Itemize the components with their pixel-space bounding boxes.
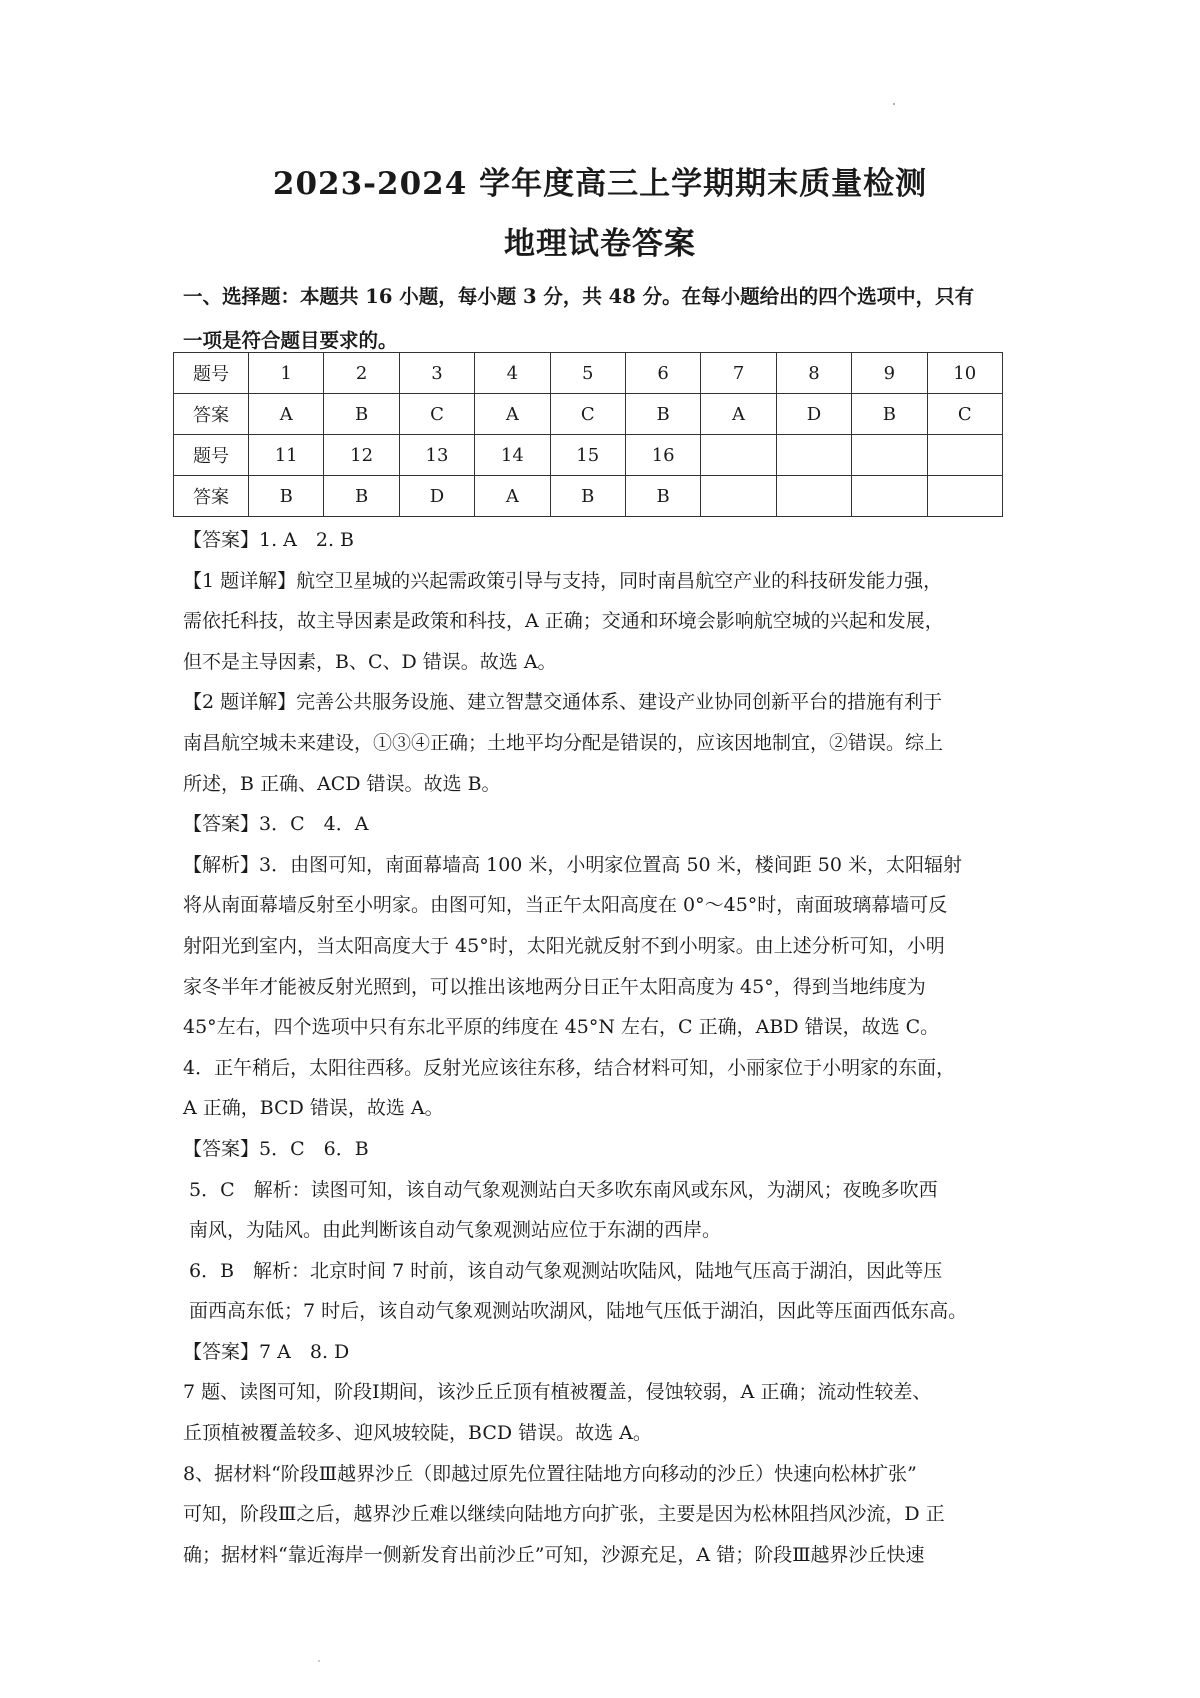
table-cell: 3 xyxy=(399,353,474,394)
table-cell: C xyxy=(927,394,1002,435)
scan-speck xyxy=(318,1660,320,1662)
table-cell xyxy=(701,435,776,476)
scan-speck xyxy=(893,103,895,105)
table-cell: 16 xyxy=(625,435,700,476)
text-line: 8、据材料“阶段Ⅲ越界沙丘（即越过原先位置往陆地方向移动的沙丘）快速向松林扩张” xyxy=(183,1462,917,1485)
table-cell: B xyxy=(625,476,700,517)
text-line: 【解析】3．由图可知，南面幕墙高 100 米，小明家位置高 50 米，楼间距 50 米，太阳辐射 xyxy=(183,853,962,876)
table-cell: 6 xyxy=(625,353,700,394)
text-line: 家冬半年才能被反射光照到，可以推出该地两分日正午太阳高度为 45°，得到当地纬度为 xyxy=(183,975,926,998)
text-line: 可知，阶段Ⅲ之后，越界沙丘难以继续向陆地方向扩张，主要是因为松林阻挡风沙流，D 正 xyxy=(183,1503,945,1526)
table-cell xyxy=(852,476,927,517)
table-cell: C xyxy=(550,394,625,435)
text-line: 面西高东低；7 时后，该自动气象观测站吹湖风，陆地气压低于湖泊，因此等压面西低东高。 xyxy=(189,1300,968,1323)
text-line: 【答案】5．C 6．B xyxy=(183,1137,369,1160)
text-line: 丘顶植被覆盖较多、迎风坡较陡，BCD 错误。故选 A。 xyxy=(183,1422,652,1445)
table-cell: D xyxy=(776,394,851,435)
table-cell xyxy=(776,476,851,517)
document-title: 2023-2024 学年度高三上学期期末质量检测 xyxy=(272,166,928,202)
table-row-header: 答案 xyxy=(174,394,249,435)
text-line: 但不是主导因素，B、C、D 错误。故选 A。 xyxy=(183,650,557,673)
table-cell: 9 xyxy=(852,353,927,394)
table-cell: B xyxy=(550,476,625,517)
text-line: 将从南面幕墙反射至小明家。由图可知，当正午太阳高度在 0°～45°时，南面玻璃幕墙可反 xyxy=(183,894,948,917)
table-row xyxy=(174,435,1003,476)
table-cell: 15 xyxy=(550,435,625,476)
text-line: 需依托科技，故主导因素是政策和科技，A 正确；交通和环境会影响航空城的兴起和发展， xyxy=(183,610,944,633)
text-line: 【1 题详解】航空卫星城的兴起需政策引导与支持，同时南昌航空产业的科技研发能力强， xyxy=(183,569,943,592)
text-line: 【答案】3．C 4．A xyxy=(183,813,369,836)
table-cell: A xyxy=(475,476,550,517)
table-cell: 10 xyxy=(927,353,1002,394)
table-cell xyxy=(776,435,851,476)
table-cell: 5 xyxy=(550,353,625,394)
text-line: 确；据材料“靠近海岸一侧新发育出前沙丘”可知，沙源充足，A 错；阶段Ⅲ越界沙丘快速 xyxy=(183,1543,925,1566)
table-cell: C xyxy=(399,394,474,435)
text-line: 45°左右，四个选项中只有东北平原的纬度在 45°N 左右，C 正确，ABD 错误，故选 C。 xyxy=(183,1016,940,1039)
table-cell: 14 xyxy=(475,435,550,476)
table-cell: B xyxy=(324,394,399,435)
section-heading-line: 一、选择题：本题共 16 小题，每小题 3 分，共 48 分。在每小题给出的四个选项中，只有 xyxy=(183,285,975,308)
table-cell: 8 xyxy=(776,353,851,394)
table-cell: A xyxy=(249,394,324,435)
text-line: 【答案】7 A 8. D xyxy=(183,1340,350,1363)
table-cell xyxy=(927,476,1002,517)
text-line: 所述，B 正确、ACD 错误。故选 B。 xyxy=(183,772,501,795)
table-row xyxy=(174,476,1003,517)
text-line: 7 题、读图可知，阶段Ⅰ期间，该沙丘丘顶有植被覆盖，侵蚀较弱，A 正确；流动性较差、 xyxy=(183,1381,932,1404)
text-line: 南昌航空城未来建设，①③④正确；土地平均分配是错误的，应该因地制宜，②错误。综上 xyxy=(183,731,944,754)
section-heading-line: 一项是符合题目要求的。 xyxy=(183,329,398,352)
table-cell xyxy=(927,435,1002,476)
answer-explanations xyxy=(183,520,1031,1575)
table-cell: B xyxy=(249,476,324,517)
table-cell: D xyxy=(399,476,474,517)
table-row-header: 答案 xyxy=(174,476,249,517)
table-cell: 2 xyxy=(324,353,399,394)
table-cell xyxy=(852,435,927,476)
text-line: 5．C 解析：读图可知，该自动气象观测站白天多吹东南风或东风，为湖风；夜晚多吹西 xyxy=(189,1178,938,1201)
document-subtitle: 地理试卷答案 xyxy=(504,226,696,262)
text-line: 【2 题详解】完善公共服务设施、建立智慧交通体系、建设产业协同创新平台的措施有利于 xyxy=(183,691,943,714)
table-row xyxy=(174,394,1003,435)
table-cell: B xyxy=(324,476,399,517)
table-cell: 11 xyxy=(249,435,324,476)
text-line: 南风，为陆风。由此判断该自动气象观测站应位于东湖的西岸。 xyxy=(189,1219,722,1242)
text-line: 4．正午稍后，太阳往西移。反射光应该往东移，结合材料可知，小丽家位于小明家的东面， xyxy=(183,1056,956,1079)
table-row xyxy=(174,353,1003,394)
table-cell: 7 xyxy=(701,353,776,394)
text-line: 射阳光到室内，当太阳高度大于 45°时，太阳光就反射不到小明家。由上述分析可知，小明 xyxy=(183,934,945,957)
table-cell: 12 xyxy=(324,435,399,476)
table-cell: A xyxy=(475,394,550,435)
table-row-header: 题号 xyxy=(174,435,249,476)
table-cell: B xyxy=(625,394,700,435)
table-cell xyxy=(701,476,776,517)
text-line: 6．B 解析：北京时间 7 时前，该自动气象观测站吹陆风，陆地气压高于湖泊，因此等压 xyxy=(189,1259,943,1282)
table-cell: 4 xyxy=(475,353,550,394)
text-line: 【答案】1. A 2. B xyxy=(183,529,355,551)
table-cell: B xyxy=(852,394,927,435)
table-cell: A xyxy=(701,394,776,435)
table-cell: 13 xyxy=(399,435,474,476)
answer-table xyxy=(173,352,1003,517)
text-line: A 正确，BCD 错误，故选 A。 xyxy=(183,1097,444,1120)
table-cell: 1 xyxy=(249,353,324,394)
table-row-header: 题号 xyxy=(174,353,249,394)
section-heading xyxy=(183,275,1023,363)
